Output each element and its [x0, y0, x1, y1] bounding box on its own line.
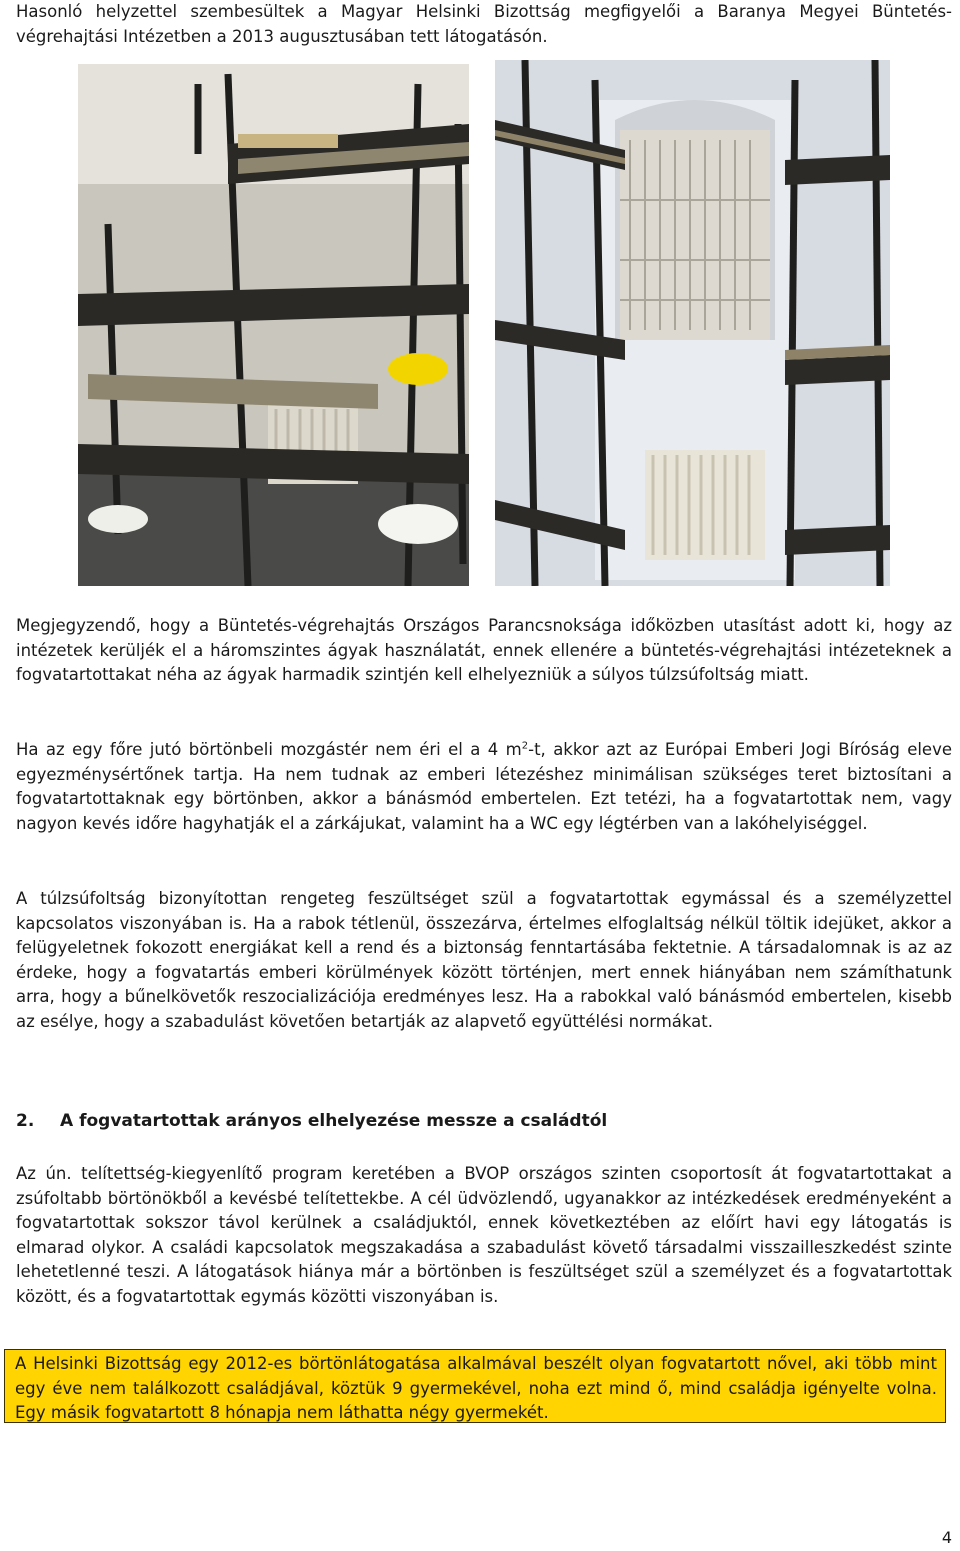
section-number: 2.: [16, 1111, 35, 1131]
paragraph-living-space-part2: -t, akkor azt az Európai Emberi Jogi Bíróság eleve egyezménysértőnek tartja. Ha nem tudnak az emberi létezéshez minimálisan szükséges teret biztosítani a fogvatartottaknak egy börtönben, akkor a bánásmód embertelen. Ezt tetézi, ha a fogvatartottak nem, vagy nagyon kevés időre hagyhatják el a zárkájukat, valamint ha a WC egy légtérben van a lakóhelyiséggel.: [16, 740, 952, 833]
intro-paragraph: Hasonló helyzettel szembesültek a Magyar Helsinki Bizottság megfigyelői a Baranya Megyei Büntetés-végrehajtási Intézetben a 2013 augusztusában tett látogatásón.: [16, 2, 952, 46]
section-heading: [16, 1111, 946, 1131]
page-number: 4: [941, 1528, 952, 1547]
highlight-box: [4, 1349, 946, 1423]
paragraph-overcrowding: A túlzsúfoltság bizonyítottan rengeteg feszültséget szül a fogvatartottak egymással és a személyzettel kapcsolatos viszonyában is. Ha a rabok tétlenül, összezárva, értelmes elfoglaltság nélkül töltik idejüket, akkor a felügyeletnek fokozott energiákat kell a rend és a biztonság fenntartásába fektetnie. A társadalomnak is az az érdeke, hogy a fogvatartás emberi körülmények között történjen, mert ennek hiányában nem számíthatunk arra, hogy a bűnelkövetők reszocializációja eredményes lesz. Ha a rabokkal való bánásmód embertelen, kisebb az esélye, hogy a szabadulást követően betartják az alapvető együttélési normákat.: [16, 889, 952, 1031]
paragraph-triple-bunk: Megjegyzendő, hogy a Büntetés-végrehajtás Országos Parancsnoksága időközben utasítást adott ki, hogy az intézetek kerüljék el a háromszintes ágyak használatát, ennek ellenére a büntetés-végrehajtási intézeteknek a fogvatartottakat néha az ágyak harmadik szintjén kell elhelyezniük a súlyos túlzsúfoltság miatt.: [16, 616, 952, 685]
paragraph-living-space-part1: Ha az egy főre jutó börtönbeli mozgástér nem éri el a 4 m: [16, 740, 522, 759]
highlight-text: A Helsinki Bizottság egy 2012-es börtönlátogatása alkalmával beszélt olyan fogvatartott nővel, aki több mint egy éve nem találkozott családjával, köztük 9 gyermekével, noha ezt mind ő, mind családja igényelte volna. Egy másik fogvatartott 8 hónapja nem láthatta négy gyermekét.: [15, 1354, 937, 1423]
paragraph-distance-from-family: Az ún. telítettség-kiegyenlítő program keretében a BVOP országos szinten csoportosít át fogvatartottakat a zsúfoltabb börtönökből a kevésbé telítettekbe. A cél üdvözlendő, ugyanakkor az intézkedések eredményeként a fogvatartottak sokszor távol kerülnek a családjuktól, ennek következtében az előírt havi egy látogatás is elmarad olykor. A családi kapcsolatok megszakadása a szabadulást követő társadalmi visszailleszkedést szinte lehetetlenné teszi. A látogatások hiánya már a börtönben is feszültséget szül a személyzet és a fogvatartottak között, és a fogvatartottak egymás közötti viszonyában is.: [16, 1164, 952, 1306]
section-title: A fogvatartottak arányos elhelyezése messze a családtól: [60, 1111, 608, 1131]
prison-cell-bunk-beds-photo: [78, 64, 469, 586]
prison-cell-window-bunk-beds-photo: [495, 60, 890, 586]
paragraph-living-space: [16, 738, 952, 836]
superscript-2: 2: [521, 740, 529, 752]
